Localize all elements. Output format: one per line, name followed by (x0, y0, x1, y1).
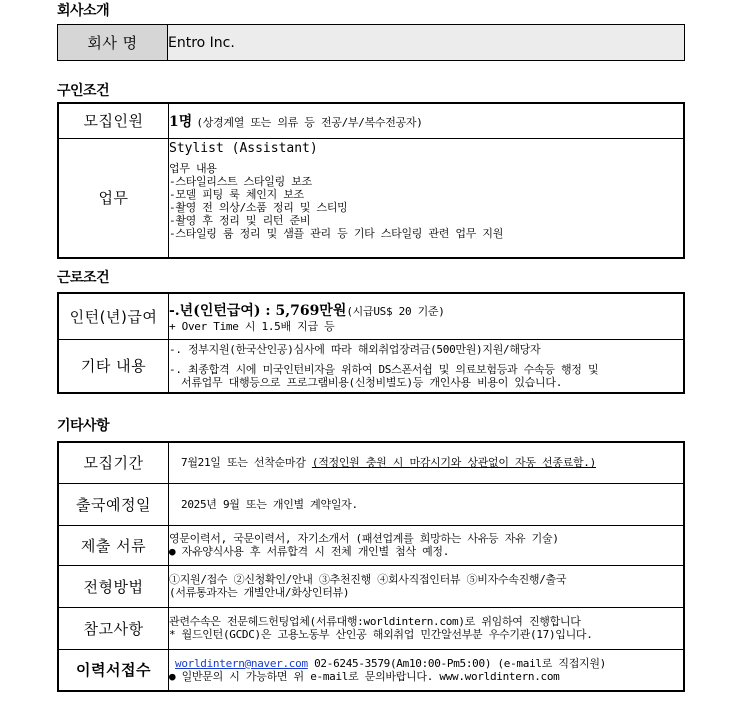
headcount-cell (169, 103, 685, 138)
headcount-note: (상경계열 또는 의류 등 전공/부/복수전공자) (196, 115, 423, 129)
duty-line: -스타일리스트 스타일링 보조 (169, 174, 312, 188)
departure-cell (169, 483, 685, 525)
company-name-value: Entro Inc. (168, 25, 685, 61)
etc-line: -. 최종합격 시에 미국인턴비자을 위하여 DS스폰서쉽 및 의료보험등과 수속등 행정 및 (169, 362, 599, 376)
etc-line: -. 정부지원(한국산인공)심사에 따라 해외취업장려금(500만원)지원/해당자 (169, 342, 541, 356)
reference-cell (169, 607, 685, 649)
recruit-table (57, 102, 685, 259)
recruit-section-title: 구인조건 (57, 83, 110, 99)
apply-cell (169, 649, 685, 691)
salary-label: 인턴(년)급여 (58, 293, 169, 339)
deadline-value: 7월21일 또는 선착순마감 (181, 456, 312, 470)
docs-line: ● 자유양식사용 후 서류합격 시 전체 개인별 첨삭 예정. (169, 545, 450, 558)
deadline-cell (169, 442, 685, 483)
apply-contact: 02-6245-3579(Am10:00-Pm5:00) (e-mail로 직접지원) (307, 656, 606, 670)
process-cell (169, 565, 685, 607)
docs-line: 영문이력서, 국문이력서, 자기소개서 (패션업계를 희망하는 사유등 자유 기술) (169, 532, 559, 545)
reference-label: 참고사항 (58, 607, 169, 649)
company-table (57, 24, 685, 61)
duty-line: 업무 내용 (169, 161, 217, 175)
salary-main: -.년(인턴급여) : 5,769만원 (169, 302, 347, 319)
company-section-title: 회사소개 (57, 3, 110, 19)
salary-note: (시급US$ 20 기준) (346, 304, 445, 318)
headcount-label: 모집인원 (58, 103, 169, 138)
work-table (57, 292, 685, 394)
salary-cell (169, 293, 685, 339)
apply-label: 이력서접수 (58, 649, 169, 691)
duty-cell (169, 138, 685, 258)
reference-line: * 월드인턴(GCDC)은 고용노동부 산인공 해외취업 민간알선부분 우수기관(17)입니다. (169, 628, 593, 641)
misc-section-title: 기타사항 (57, 418, 110, 434)
docs-label: 제출 서류 (58, 525, 169, 565)
apply-email-link[interactable]: worldintern@naver.com (175, 656, 308, 670)
etc-label: 기타 내용 (58, 339, 169, 393)
deadline-label: 모집기간 (58, 442, 169, 483)
duty-line: -촬영 후 정리 및 리턴 준비 (169, 213, 311, 227)
etc-line: 서류업무 대행등으로 프로그램비용(신청비별도)등 개인사용 비용이 있습니다. (181, 375, 563, 389)
departure-label: 출국예정일 (58, 483, 169, 525)
reference-line: 관련수속은 전문헤드헌팅업체(서류대행:worldintern.com)로 위임하여 진행합니다 (169, 615, 581, 628)
deadline-note: (적정인원 충원 시 마감시기와 상관없이 자동 선종료함.) (311, 456, 596, 470)
process-line: ①지원/접수 ②신청확인/안내 ③추천진행 ④회사직접인터뷰 ⑤비자수속진행/출국 (169, 573, 567, 586)
duty-label: 업무 (58, 138, 169, 258)
process-label: 전형방법 (58, 565, 169, 607)
misc-table (57, 441, 685, 692)
headcount-value: 1명 (169, 113, 193, 130)
apply-note: ● 일반문의 시 가능하면 위 e-mail로 문의바랍니다. www.worldintern.com (169, 669, 560, 683)
duty-line: -촬영 전 의상/소품 정리 및 스티밍 (169, 200, 348, 214)
duty-line: -스타일링 룸 정리 및 샘플 관리 등 기타 스타일링 관련 업무 지원 (169, 226, 504, 240)
etc-cell (169, 339, 685, 393)
process-line: (서류통과자는 개별안내/화상인터뷰) (169, 586, 350, 599)
duty-title: Stylist (Assistant) (169, 140, 318, 156)
work-section-title: 근로조건 (57, 270, 110, 286)
departure-value: 2025년 9월 또는 개인별 계약일자. (181, 497, 358, 511)
docs-cell (169, 525, 685, 565)
salary-overtime: + Over Time 시 1.5배 지급 등 (169, 319, 335, 333)
company-name-label: 회사 명 (58, 25, 168, 61)
duty-line: -모델 피팅 룩 체인지 보조 (169, 187, 304, 201)
